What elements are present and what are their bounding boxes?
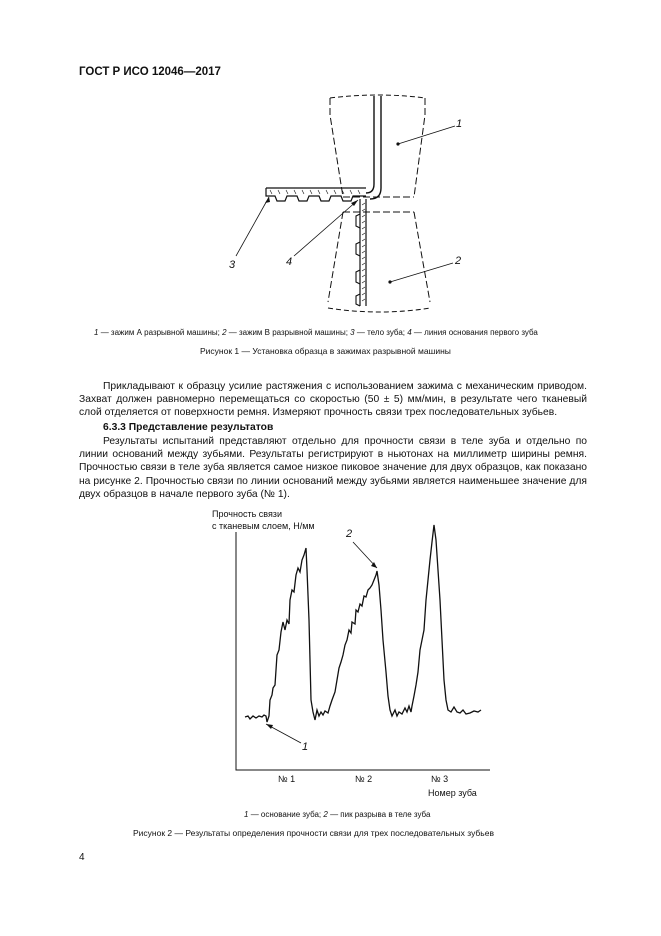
legend-text-1: — зажим А разрывной машины; (100, 328, 220, 337)
figure-2-callout-2: 2 (346, 528, 353, 540)
fig2-legend-text-2: — пик разрыва в теле зуба (330, 810, 431, 819)
fig2-legend-text-1: — основание зуба; (250, 810, 322, 819)
legend-text-3: — тело зуба; (356, 328, 405, 337)
figure-1-caption: Рисунок 1 — Установка образца в зажимах разрывной машины (200, 346, 451, 356)
document-header: ГОСТ Р ИСО 12046—2017 (79, 66, 221, 78)
figure-1-callout-4: 4 (286, 256, 293, 268)
legend-num-4: 4 (407, 328, 412, 337)
figure-2-tick-2: № 2 (355, 774, 373, 784)
section-title: Представление результатов (128, 422, 274, 433)
legend-num-1: 1 (94, 328, 99, 337)
section-number: 6.3.3 (103, 422, 126, 433)
figure-2-tick-1: № 1 (278, 774, 296, 784)
figure-2-legend (244, 810, 430, 819)
fig2-legend-num-2: 2 (323, 810, 328, 819)
legend-num-3: 3 (350, 328, 355, 337)
figure-2-callout-1: 1 (302, 741, 309, 753)
legend-num-2: 2 (222, 328, 227, 337)
figure-2-ylabel-line2: с тканевым слоем, Н/мм (212, 521, 315, 531)
paragraph-1-text: Прикладывают к образцу усилие растяжения с использованием зажима с механическим приводом. Захват должен равномерно перемещаться со скоростью (50 ± 5) мм/мин, в результате чего тканевый слой отделяется от поверхности ремня. Измеряют прочность связи трех последовательных зубьев. (79, 381, 587, 419)
legend-text-2: — зажим В разрывной машины; (228, 328, 348, 337)
fig2-legend-num-1: 1 (244, 810, 249, 819)
paragraph-2-text: Результаты испытаний представляют отдельно для прочности связи в теле зуба и отдельно по линии оснований между зубьями. Результаты регистрируют в ньютонах на миллиметр ширины ремня. Прочностью связи в теле зуба является самое низкое пиковое значение для двух образцов, как показано на рисунке 2. Прочностью связи по линии оснований между зубьями является наименьшее значение для двух образцов в начале первого зуба (№ 1). (79, 436, 587, 500)
figure-2-tick-3: № 3 (431, 774, 449, 784)
figure-1-callout-2: 2 (455, 255, 462, 267)
figure-2-ylabel-line1: Прочность связи (212, 509, 282, 519)
figure-2-caption: Рисунок 2 — Результаты определения прочности связи для трех последовательных зубьев (133, 828, 494, 838)
page-number: 4 (79, 852, 85, 863)
figure-1-callout-1: 1 (456, 118, 463, 130)
figure-2-xlabel: Номер зуба (428, 788, 477, 798)
legend-text-4: — линия основания первого зуба (413, 328, 538, 337)
figure-1-callout-3: 3 (229, 259, 236, 271)
